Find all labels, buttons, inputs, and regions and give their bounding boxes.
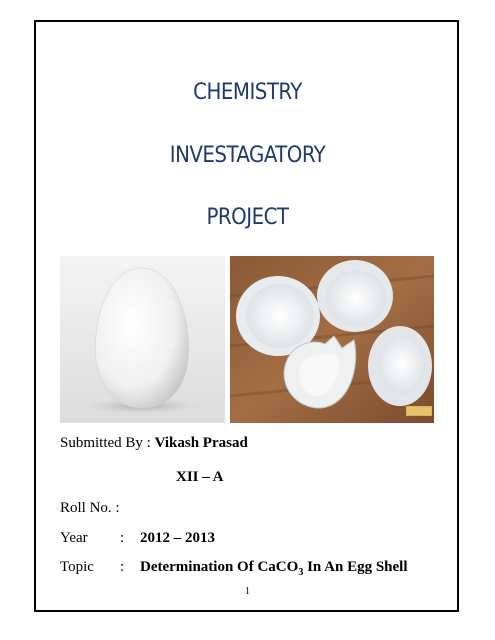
student-name: Vikash Prasad	[154, 435, 248, 451]
topic-colon: :	[120, 559, 125, 575]
year-label: Year	[60, 530, 88, 546]
egg-shells-illustration	[230, 256, 434, 423]
topic-value-suffix: In An Egg Shell	[303, 559, 408, 575]
student-class: XII – A	[176, 469, 224, 485]
title-line-investigatory: INVESTAGATORY	[169, 143, 326, 168]
submitted-by-row	[60, 435, 248, 452]
submitted-by-label: Submitted By :	[60, 435, 151, 451]
egg-illustration	[60, 256, 225, 423]
topic-row	[60, 559, 408, 578]
roll-label: Roll No. :	[60, 500, 120, 516]
year-value: 2012 – 2013	[140, 530, 215, 546]
year-colon: :	[120, 530, 125, 546]
year-row	[60, 530, 215, 547]
egg-photo	[60, 256, 225, 423]
title-line-chemistry: CHEMISTRY	[193, 80, 302, 105]
topic-label: Topic	[60, 559, 94, 575]
title-line-project: PROJECT	[206, 205, 289, 230]
topic-value-subscript: 3	[298, 567, 304, 578]
roll-row	[60, 500, 120, 517]
page-number: 1	[245, 586, 250, 597]
shells-photo	[230, 256, 434, 423]
topic-value-prefix: Determination Of CaCO	[140, 559, 299, 575]
topic-value	[140, 559, 408, 578]
